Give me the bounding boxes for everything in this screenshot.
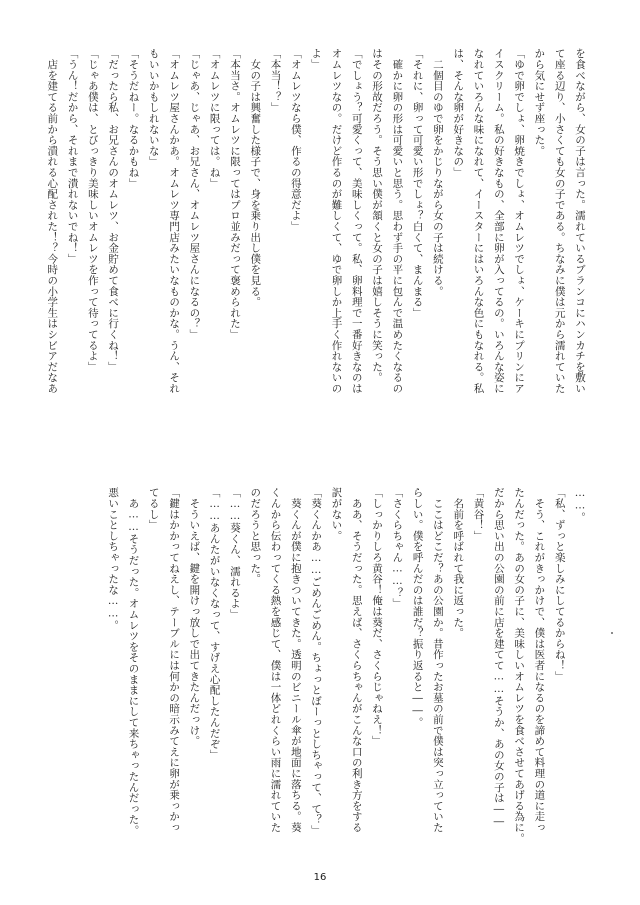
text-line: 訳がない。 (330, 487, 343, 541)
text-line: 「黄谷！」 (472, 487, 485, 541)
text-line: 「ゆで卵でしょ、卵焼きでしょ、オムレツでしょ、ケーキにプリンにア (513, 48, 526, 394)
text-line: 「それに、卵って可愛い形でしょ？白くて、まんまる」 (411, 48, 424, 318)
text-line: 「でしょう？可愛くって、美味しくって。私、卵料理で一番好きなのは (350, 48, 363, 394)
text-line: のだろうと思った。 (249, 487, 262, 585)
text-line: 「さくらちゃん……？」 (391, 487, 404, 609)
text-line: もいいかもしれないな」 (147, 48, 160, 167)
text-line: 「しっかりしろ黄谷！俺は葵だ、さくらじゃねえ！」 (371, 487, 384, 747)
text-line: よ」 (310, 48, 323, 70)
text-line: 悪いことしちゃったな……。 (107, 487, 120, 631)
text-line: 「葵くんかあ……ごめんごめん。ちょっとぼーっとしちゃって、て？」 (310, 487, 323, 836)
text-line: そう、これがきっかけで、僕は医者になるのを諦めて料理の道に走っ (533, 487, 546, 833)
text-line: 女の子は興奮した様子で、身を乗り出し僕を見る。 (249, 48, 262, 308)
text-line: 「オムレツ屋さんかあ。オムレツ専門店みたいなものかな。うん、それ (168, 48, 181, 394)
text-line: てるし」 (147, 487, 160, 531)
text-line: て座る辺り、小さくても女の子である。ちなみに僕は元から濡れていた (553, 48, 566, 394)
text-line: はその形故だろう。そう思い僕が頷くと女の子は嬉しそうに笑った。 (371, 48, 384, 383)
page-number: 16 (313, 872, 327, 883)
upper-text-block (42, 48, 590, 423)
text-line: 「オムレツなら僕、作るの得意だよ」 (289, 48, 302, 232)
text-line: そういえば、鍵を開けっ放しで出てきたんだっけ。 (188, 487, 201, 747)
text-line: らしい。僕を呼んだのは誰だ？振り返ると――。 (411, 487, 424, 728)
text-line: イスクリーム。私の好きなもの、全部に卵が入ってるの。いろんな姿に (492, 48, 505, 394)
text-line: 確かに卵の形は可愛いと思う。思わず手の平に包んで温めたくなるの (391, 48, 404, 394)
text-line: 「鍵はかかってねえし、テーブルには何かの暗示みてえに卵が乗っかっ (168, 487, 181, 833)
text-line: 「うん！だから、それまで潰れないでね！」 (66, 48, 79, 264)
text-line: 名前を呼ばれて我に返った。 (452, 487, 465, 639)
text-line: ここはどこだ？あの公園か。昔作ったお墓の前で僕は突っ立っていた (431, 487, 444, 833)
text-line: だから思い出の公園の前に店を建てて……そうか、あの女の子は―― (492, 487, 505, 828)
text-line: あ……そうだった。オムレツをそのままにして来ちゃったんだった。 (127, 487, 140, 836)
text-line: 「オムレツに限っては。ね」 (208, 48, 221, 189)
text-line: 「……あんたがいなくなって、すげえ心配したんだぞ」 (208, 487, 221, 760)
lower-text-block (103, 487, 590, 859)
text-line: 「じゃあ僕は、とびっきり美味しいオムレツを作って待ってるよ」 (86, 48, 99, 372)
text-line: 「じゃあ、じゃあ、お兄さん、オムレツ屋さんになるの？」 (188, 48, 201, 340)
text-line: 店を建てる前から潰れる心配された！？今時の小学生はシビアだなあ (46, 48, 59, 394)
text-line: 葵くんが僕に抱きついてきた。透明のビニール傘が地面に落ちる。葵 (289, 487, 302, 833)
text-line: 「そうだねー。なるかもね」 (127, 48, 140, 189)
text-line: 二個目のゆで卵をかじりながら女の子は続ける。 (431, 48, 444, 297)
text-line: オムレツなの。だけど作るのが難しくて、ゆで卵しか上手く作れないの (330, 48, 343, 394)
text-line: ああ、そうだった。思えば、さくらちゃんがこんな口の利き方をする (350, 487, 363, 833)
text-line: くんから伝わってくる熱を感じて、僕は一体どれくらい雨に濡れていた (269, 487, 282, 833)
text-line: 「だったら私、お兄さんのオムレツ、お金貯めて食べに行くね！」 (107, 48, 120, 372)
text-line: 「……葵くん、濡れるよ」 (228, 487, 241, 620)
text-line: 「本当さ。オムレツに限ってはプロ並みだって褒められた」 (228, 48, 241, 340)
text-line: なれていろんな味になれて、イースターにはいろんな色にもなれる。私 (472, 48, 485, 394)
text-line: から気にせず座った。 (533, 48, 546, 156)
text-line: を食べながら、女の子は言った。濡れているブランコにハンカチを敷い (574, 48, 586, 394)
text-line: たんだった。あの女の子に、美味しいオムレツを食べさせてあげる為に。 (513, 487, 526, 844)
text-line: 「本当！？」 (269, 48, 282, 113)
scan-speck (611, 632, 613, 634)
text-line: は、そんな卵が好きなの」 (452, 48, 465, 178)
text-line: 「私、ずっと楽しみにしてるからね！」 (553, 487, 566, 682)
text-line: ……。 (574, 487, 586, 523)
